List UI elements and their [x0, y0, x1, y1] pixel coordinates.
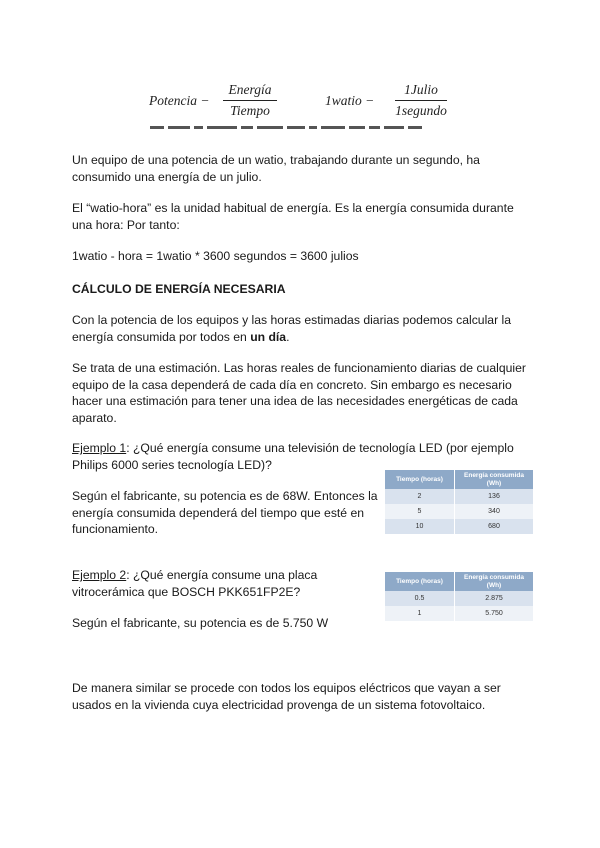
paragraph-6	[72, 680, 501, 713]
table-cell: 10	[385, 519, 455, 534]
table-row	[385, 489, 534, 504]
table-cell: 680	[455, 519, 534, 534]
text-line: una hora: Por tanto:	[72, 217, 180, 232]
cropped-text-line	[150, 126, 450, 130]
formula-numerator: 1Julio	[404, 82, 438, 97]
paragraph-2	[72, 200, 514, 233]
example-1-question	[72, 440, 514, 473]
text-line: usados en la vivienda cuya electricidad provenga de un sistema fotovoltaico.	[72, 697, 486, 712]
formula-fraction	[223, 82, 277, 119]
heading-text: CÁLCULO DE ENERGÍA NECESARIA	[72, 282, 286, 296]
text-line: Philips 6000 series tecnología LED)?	[72, 457, 272, 472]
text-line: : ¿Qué energía consume una televisión de tecnología LED (por ejemplo	[126, 441, 514, 455]
paragraph-5	[72, 360, 526, 426]
column-header-energy: Energía consumida (Wh)	[455, 470, 534, 489]
bold-text: un día	[250, 329, 287, 344]
energy-table-tv	[385, 470, 534, 534]
table-cell: 0.5	[385, 591, 455, 606]
table-cell: 5.750	[455, 606, 534, 621]
paragraph-1	[72, 152, 480, 185]
formula-lhs: Potencia −	[149, 93, 210, 108]
formula-denominator: Tiempo	[230, 103, 270, 118]
table-cell: 2	[385, 489, 455, 504]
text-line: Según el fabricante, su potencia es de 68W. Entonces la	[72, 489, 378, 503]
formula-fraction	[395, 82, 447, 119]
example-2-answer	[72, 615, 328, 632]
text-line: Según el fabricante, su potencia es de 5.750 W	[72, 616, 329, 630]
table-header-row	[385, 470, 534, 489]
text-line: El “watio-hora” es la unidad habitual de energía. Es la energía consumida durante	[72, 201, 514, 215]
formula-denominator: 1segundo	[395, 103, 447, 118]
text-line: : ¿Qué energía consume una placa	[126, 568, 318, 582]
text-line: aparato.	[72, 410, 117, 425]
table-row	[385, 606, 534, 621]
text-line: equipo de la casa dependerá de cada día en concreto. Sin embargo es necesario	[72, 377, 512, 392]
column-header-energy: Energía consumida (Wh)	[455, 572, 534, 591]
table-row	[385, 504, 534, 519]
energy-table-cooktop	[385, 572, 534, 621]
text-line: Un equipo de una potencia de un watio, trabajando durante un segundo, ha	[72, 153, 480, 167]
table-cell: 340	[455, 504, 534, 519]
table-cell: 5	[385, 504, 455, 519]
table-row	[385, 591, 534, 606]
example-1-answer	[72, 488, 378, 538]
text-line: Con la potencia de los equipos y las horas estimadas diarias podemos calcular la	[72, 313, 511, 327]
text-line: Se trata de una estimación. Las horas reales de funcionamiento diarias de cualquier	[72, 361, 526, 375]
table-header-row	[385, 572, 534, 591]
formula-numerator: Energía	[228, 82, 272, 97]
table-cell: 136	[455, 489, 534, 504]
table-row	[385, 519, 534, 534]
paragraph-4	[72, 312, 511, 345]
column-header-time: Tiempo (horas)	[385, 470, 455, 489]
text-line: 1watio - hora = 1watio * 3600 segundos = 3600 julios	[72, 249, 359, 263]
text-line: De manera similar se procede con todos los equipos eléctricos que vayan a ser	[72, 681, 501, 695]
text-line: consumido una energía de un julio.	[72, 169, 262, 184]
example-2-question	[72, 567, 317, 600]
paragraph-3	[72, 248, 359, 265]
section-heading	[72, 281, 286, 298]
formula-lhs: 1watio −	[325, 93, 375, 108]
example-label: Ejemplo 1	[72, 441, 127, 455]
text-line: vitrocerámica que BOSCH PKK651FP2E?	[72, 584, 301, 599]
column-header-time: Tiempo (horas)	[385, 572, 455, 591]
table-cell: 1	[385, 606, 455, 621]
text-line: energía consumida dependerá del tiempo que esté en	[72, 505, 365, 520]
example-label: Ejemplo 2	[72, 568, 127, 582]
text-line: energía consumida por todos en	[72, 329, 251, 344]
table-cell: 2.875	[455, 591, 534, 606]
text-line: hacer una estimación para tener una idea de las necesidades energéticas de cada	[72, 394, 518, 408]
text-line: funcionamiento.	[72, 522, 159, 536]
text-line: .	[286, 329, 290, 344]
